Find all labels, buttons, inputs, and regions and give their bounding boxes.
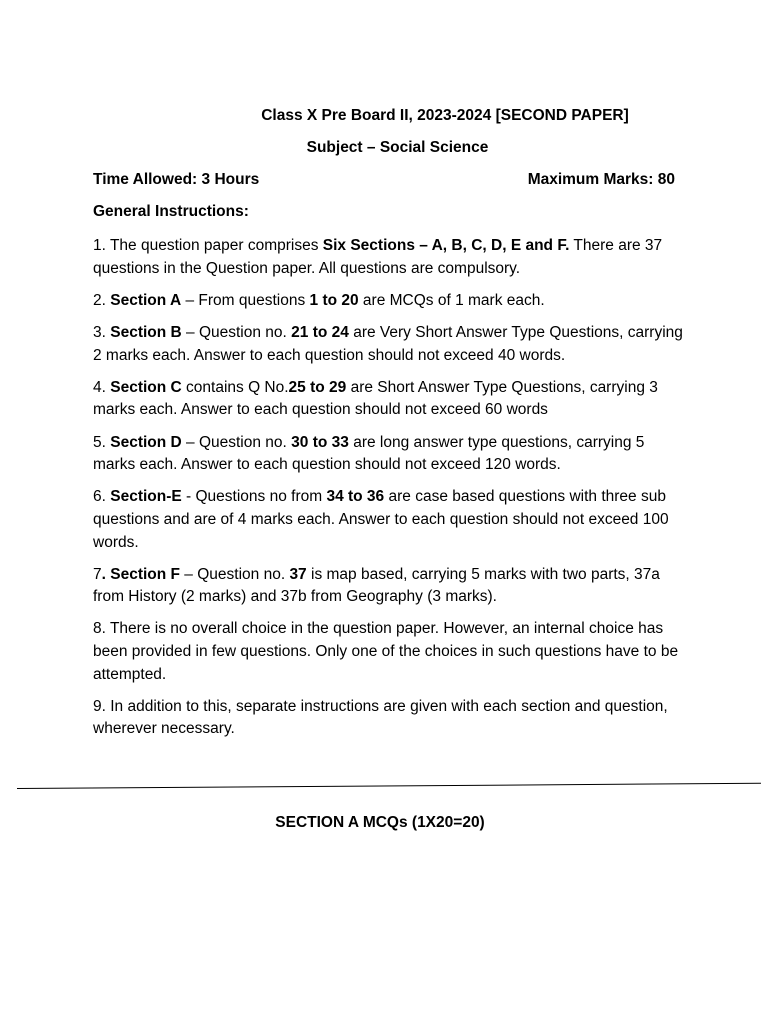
instruction-item: 8. There is no overall choice in the question paper. However, an internal choice has been provided in few questions. Only one of the choices in such questions have to be attempted.: [93, 620, 679, 683]
instruction-item: 7. Section F – Question no. 37 is map based, carrying 5 marks with two parts, 37a from History (2 marks) and 37b from Geography (3 marks).: [93, 565, 660, 606]
instructions-list: [93, 235, 683, 751]
horizontal-divider: [17, 783, 761, 789]
instruction-item: 6. Section-E - Questions no from 34 to 36 are case based questions with three sub questions and are of 4 marks each. Answer to each question should not exceed 100 words.: [93, 488, 669, 551]
instruction-item: 1. The question paper comprises Six Sections – A, B, C, D, E and F. There are 37 questions in the Question paper. All questions are compulsory.: [93, 237, 663, 277]
instructions-heading: General Instructions:: [93, 203, 249, 220]
instruction-item: 4. Section C contains Q No.25 to 29 are Short Answer Type Questions, carrying 3 marks each. Answer to each question should not exceed 60 words: [93, 378, 658, 419]
instruction-item: 2. Section A – From questions 1 to 20 are MCQs of 1 mark each.: [93, 291, 545, 309]
maximum-marks: Maximum Marks: 80: [527, 171, 675, 188]
paper-title: Class X Pre Board II, 2023-2024 [SECOND PAPER]: [261, 107, 629, 124]
instruction-item: 5. Section D – Question no. 30 to 33 are long answer type questions, carrying 5 marks each. Answer to each question should not exceed 120 words.: [93, 433, 645, 474]
subject-line: Subject – Social Science: [306, 139, 489, 156]
paper-meta-row: [93, 171, 675, 189]
section-a-heading: SECTION A MCQs (1X20=20): [275, 814, 485, 831]
instruction-item: 9. In addition to this, separate instructions are given with each section and question, wherever necessary.: [93, 697, 668, 738]
instruction-item: 3. Section B – Question no. 21 to 24 are Very Short Answer Type Questions, carrying 2 marks each. Answer to each question should not exceed 40 words.: [93, 323, 683, 364]
time-allowed: Time Allowed: 3 Hours: [93, 171, 260, 188]
